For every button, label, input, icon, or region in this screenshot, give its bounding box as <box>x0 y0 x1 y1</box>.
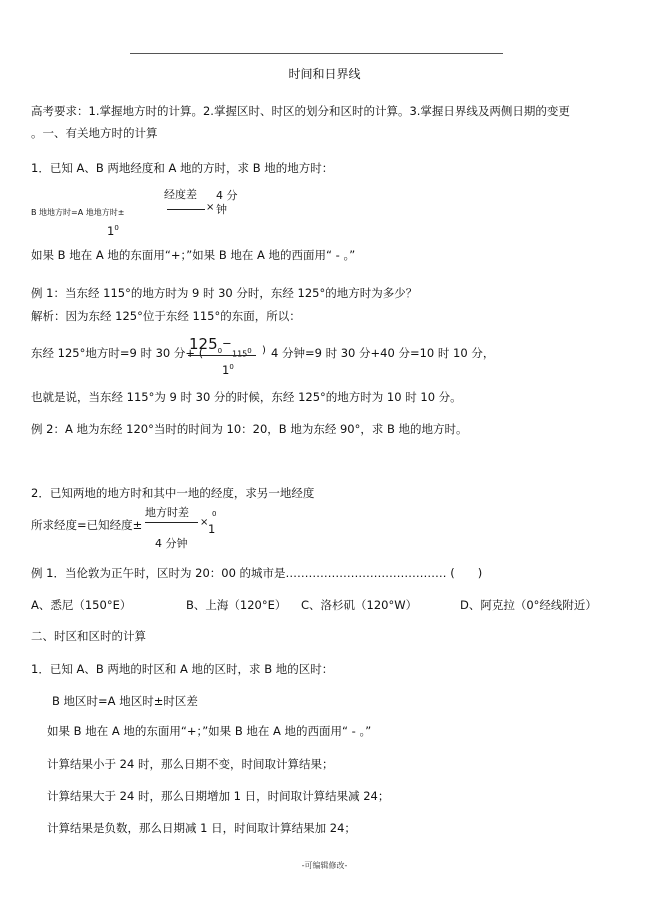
calc-denominator-value: 1 <box>222 362 230 377</box>
formula2-fraction-line <box>145 522 198 523</box>
formula-left: B 地地方时=A 地地方时± <box>31 208 125 217</box>
header-rule <box>130 53 503 54</box>
formula-numerator: 经度差 <box>164 188 197 201</box>
times-symbol: × <box>206 202 215 213</box>
item-2-heading: 2．已知两地的地方时和其中一地的经度，求另一地经度 <box>31 486 315 500</box>
page-title: 时间和日界线 <box>288 67 361 81</box>
minutes-top: 4 分 <box>216 189 238 202</box>
calc-prefix: 东经 125°地方时=9 时 30 分+ ( <box>31 346 204 360</box>
calc-num-a-value: 125 <box>189 335 218 353</box>
example-1-question: 例 1：当东经 115°的地方时为 9 时 30 分时，东经 125°的地方时为多少？ <box>31 286 418 300</box>
option-c: C、洛杉矶（120°W） <box>301 598 418 612</box>
minutes-bottom: 钟 <box>216 203 227 216</box>
section-2-item-1-heading: 1．已知 A、B 两地的时区和 A 地的区时，求 B 地的区时： <box>31 662 334 676</box>
example-1-analysis: 解析：因为东经 125°位于东经 115°的东面，所以： <box>31 309 301 323</box>
formula2-one: 1 <box>208 522 216 536</box>
calc-denominator <box>222 364 234 376</box>
calc-minus: − <box>222 336 232 350</box>
example-2: 例 2：A 地为东经 120°当时的时间为 10：20，B 地为东经 90°，求 B 地的地方时。 <box>31 422 468 436</box>
formula2-denominator: 4 分钟 <box>155 537 188 550</box>
formula-denominator <box>107 225 119 237</box>
degree-superscript: 0 <box>114 224 119 232</box>
case-less-than-24: 计算结果小于 24 时，那么日期不变，时间取计算结果； <box>47 757 334 771</box>
footer-text: -可编辑修改- <box>301 861 348 870</box>
option-a: A、悉尼（150°E） <box>31 598 132 612</box>
calc-num-b-value: 115 <box>232 349 248 359</box>
calc-suffix: 4 分钟=9 时 30 分+40 分=10 时 10 分， <box>271 346 495 360</box>
calc-fraction-line <box>188 355 256 356</box>
requirements-line-1: 高考要求：1.掌握地方时的计算。2.掌握区时、时区的划分和区时的计算。3.掌握日界线及两侧日期的变更 <box>31 104 570 118</box>
option-b: B、上海（120°E） <box>186 598 287 612</box>
calc-close: ) <box>262 345 266 356</box>
calc-num-b-superscript: 0 <box>247 347 252 355</box>
section-2-heading: 二、时区和区时的计算 <box>31 629 146 643</box>
denominator-value: 1 <box>107 223 115 238</box>
rule-east-west: 如果 B 地在 A 地的东面用“+；”如果 B 地在 A 地的西面用“ - 。” <box>31 248 356 262</box>
formula2-left: 所求经度=已知经度± <box>31 518 143 532</box>
calc-num-b <box>232 348 252 359</box>
requirements-line-2: 。一、有关地方时的计算 <box>31 126 158 140</box>
zone-time-formula: B 地区时=A 地区时±时区差 <box>52 694 198 708</box>
calc-num-a <box>189 337 222 355</box>
calc-denominator-superscript: 0 <box>229 363 234 371</box>
conclusion: 也就是说，当东经 115°为 9 时 30 分的时候，东经 125°的地方时为 10 时 10 分。 <box>31 390 462 404</box>
option-d: D、阿克拉（0°经线附近） <box>460 598 597 612</box>
fraction-line <box>167 209 205 210</box>
formula2-degree: 0 <box>212 510 217 518</box>
zone-rule-east-west: 如果 B 地在 A 地的东面用“+；”如果 B 地在 A 地的西面用“ - 。” <box>47 724 372 738</box>
calc-num-a-subscript: 0 <box>217 347 223 355</box>
example-3-question: 例 1．当伦敦为正午时，区时为 20：00 的城市是…………………………………… ( ) <box>31 566 483 580</box>
case-greater-than-24: 计算结果大于 24 时，那么日期增加 1 日，时间取计算结果减 24； <box>47 789 390 803</box>
formula2-numerator: 地方时差 <box>145 506 189 519</box>
item-1-heading: 1．已知 A、B 两地经度和 A 地的方时，求 B 地的地方时： <box>31 161 334 175</box>
case-negative: 计算结果是负数，那么日期减 1 日，时间取计算结果加 24； <box>47 821 356 835</box>
formula2-times: × <box>200 517 209 528</box>
